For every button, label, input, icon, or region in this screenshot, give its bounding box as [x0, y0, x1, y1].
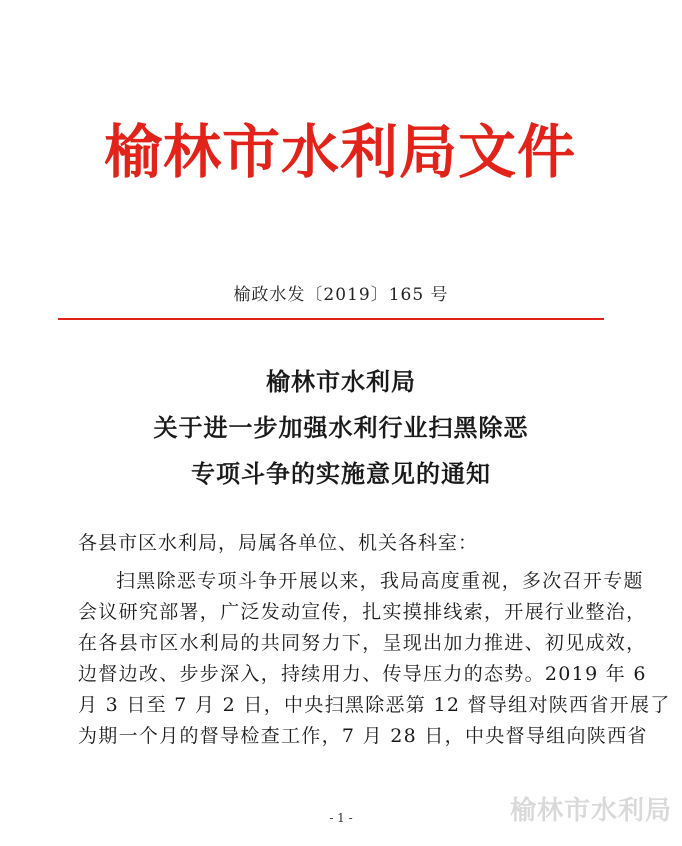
watermark: 榆林市水利局 — [509, 796, 672, 826]
page-number: - 1 - — [329, 811, 353, 825]
body-line: 在各县市区水利局的共同努力下，呈现出加力推进、初见成效， — [78, 632, 647, 654]
body-line: 月 3 日至 7 月 2 日，中央扫黑除恶第 12 督导组对陕西省开展了 — [78, 694, 671, 716]
red-divider-line — [58, 318, 604, 320]
notice-title-line-2: 关于进一步加强水利行业扫黑除恶 — [153, 413, 529, 442]
body-line: 为期一个月的督导检查工作，7 月 28 日，中央督导组向陕西省 — [78, 725, 648, 747]
document-header-title: 榆林市水利局文件 — [103, 118, 576, 186]
salutation: 各县市区水利局，局属各单位、机关各科室： — [78, 532, 479, 554]
document-number: 榆政水发〔2019〕165 号 — [233, 285, 449, 305]
body-line: 会议研究部署，广泛发动宣传，扎实摸排线索，开展行业整治， — [78, 601, 647, 623]
notice-title-line-3: 专项斗争的实施意见的通知 — [191, 459, 491, 488]
body-line: 扫黑除恶专项斗争开展以来，我局高度重视，多次召开专题 — [116, 570, 644, 592]
notice-title-line-1: 榆林市水利局 — [266, 367, 416, 396]
body-paragraph — [78, 566, 671, 752]
body-line: 边督边改、步步深入，持续用力、传导压力的态势。2019 年 6 — [78, 663, 647, 685]
